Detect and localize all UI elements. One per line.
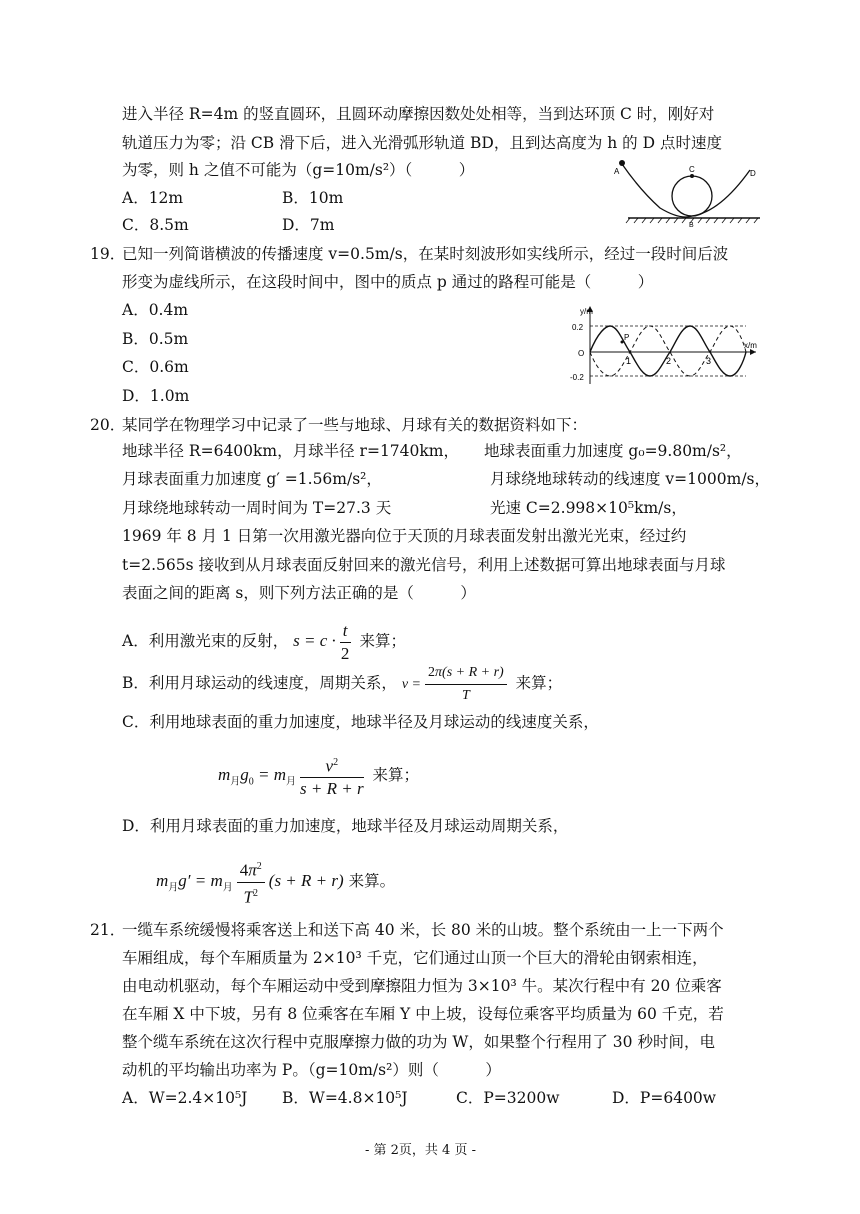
origin-label: O [578,349,585,358]
q20-data-r1-c1: 地球半径 R=6400km，月球半径 r=1740km， [122,442,459,460]
q20-data-r3-c1: 月球绕地球转动一周时间为 T=27.3 天 [122,499,392,517]
q20-option-d-post: 来算。 [348,872,396,890]
q19-option-b: B．0.5m [122,330,189,348]
q20-data-r1-c2: 地球表面重力加速度 g₀=9.80m/s²， [484,442,742,460]
q18-line2: 轨道压力为零；沿 CB 滑下后，进入光滑弧形轨道 BD，且到达高度为 h 的 D 点时速度 [122,134,722,152]
q21-line5: 整个缆车系统在这次行程中克服摩擦力做的功为 W，如果整个行程用了 30 秒时间，电 [122,1033,715,1051]
q20-data-r3-c2: 光速 C=2.998×10⁵km/s， [490,499,687,517]
point-p-label: P [624,333,630,342]
q18-track-figure [600,150,780,230]
label-c: C [689,165,695,174]
q20-option-b-text: B．利用月球运动的线速度，周期关系， [122,674,397,692]
q20-para3: 表面之间的距离 s，则下列方法正确的是（ ） [122,584,476,602]
q19-option-d: D．1.0m [122,387,190,405]
label-b: B [689,222,694,229]
q21-option-c: C．P=3200w [456,1089,560,1107]
q21-line6: 动机的平均输出功率为 P。（g=10m/s²）则（ ） [122,1061,501,1079]
q18-option-a: A．12m [122,189,184,207]
q19-line2: 形变为虚线所示，在这段时间中，图中的质点 p 通过的路程可能是（ ） [122,273,654,291]
page-footer: - 第 2页，共 4 页 - [365,1143,476,1158]
q21-number: 21． [90,921,126,939]
q21-line2: 车厢组成，每个车厢质量为 2×10³ 千克，它们通过山顶一个巨大的滑轮由钢索相连， [122,949,708,967]
q18-option-d: D．7m [282,216,335,234]
y-axis-label: y/m [580,307,593,316]
q20-data-r2-c2: 月球绕地球转动的线速度 v=1000m/s， [490,470,770,488]
x-tick-2: 2 [666,356,672,366]
q18-line3: 为零，则 h 之值不可能为（g=10m/s²）（ ） [122,161,475,179]
q21-option-a: A．W=2.4×10⁵J [122,1089,248,1107]
q19-number: 19． [90,245,126,263]
q21-option-d: D．P=6400w [612,1089,717,1107]
q20-option-c-formula [218,750,419,807]
q20-option-c-text: C．利用地球表面的重力加速度，地球半径及月球运动的线速度关系， [122,713,599,731]
q20-option-b [122,660,562,708]
q20-data-r2-c1: 月球表面重力加速度 g′ =1.56m/s²， [122,470,382,488]
q20-option-c-post: 来算； [372,766,420,784]
q20-number: 20． [90,416,126,434]
formula-d: $m_月g' = m_月$ $\frac{4\pi^2}{T^2}$ (s + R + r) [156,871,344,890]
q20-option-a-post: 来算； [359,632,406,650]
formula-a: s = c · $\frac{t}{2}$ [293,620,350,663]
x-axis-label: x/m [744,341,757,350]
q18-option-b: B．10m [282,189,344,207]
q19-option-c: C．0.6m [122,358,189,376]
q20-option-b-post: 来算； [515,674,563,692]
q21-line4: 在车厢 X 中下坡，另有 8 位乘客在车厢 Y 中上坡，设每位乘客平均质量为 60 千克，若 [122,1005,724,1023]
q20-option-d-formula [156,854,395,915]
q20-para1: 1969 年 8 月 1 日第一次用激光器向位于天顶的月球表面发射出激光光束，经过约 [122,527,687,545]
q20-option-a-text: A．利用激光束的反射， [122,632,289,650]
x-tick-3: 3 [706,356,712,366]
formula-c: $m_月g_0 = m_月$ $\frac{v^2}{s + R + r}$ [218,765,368,784]
y-tick-bottom: -0.2 [570,373,584,382]
y-tick-top: 0.2 [572,323,584,332]
q21-option-b: B．W=4.8×10⁵J [282,1089,408,1107]
q18-option-c: C．8.5m [122,216,189,234]
q20-option-d-text: D．利用月球表面的重力加速度，地球半径及月球运动周期关系， [122,817,569,835]
q21-line3: 由电动机驱动，每个车厢运动中受到摩擦阻力恒为 3×10³ 牛。某次行程中有 20 位乘客 [122,977,722,995]
q20-option-a [122,618,406,665]
label-d: D [750,169,756,178]
q20-intro: 某同学在物理学习中记录了一些与地球、月球有关的数据资料如下： [122,416,588,434]
q19-wave-graph [560,304,770,386]
q19-option-a: A．0.4m [122,301,189,319]
x-tick-1: 1 [626,356,632,366]
q20-para2: t=2.565s 接收到从月球表面反射回来的激光信号，利用上述数据可算出地球表面与月球 [122,556,726,574]
q19-line1: 已知一列简谐横波的传播速度 v=0.5m/s，在某时刻波形如实线所示，经过一段时间后波 [122,245,729,263]
q21-line1: 一缆车系统缓慢将乘客送上和送下高 40 米，长 80 米的山坡。整个系统由一上一下两个 [122,921,724,939]
q18-line1: 进入半径 R=4m 的竖直圆环，且圆环动摩擦因数处处相等，当到达环顶 C 时，刚好对 [122,105,715,123]
formula-b: v = $\frac{2\pi(s + R + r)}{T}$ [402,677,511,692]
label-a: A [614,167,620,176]
